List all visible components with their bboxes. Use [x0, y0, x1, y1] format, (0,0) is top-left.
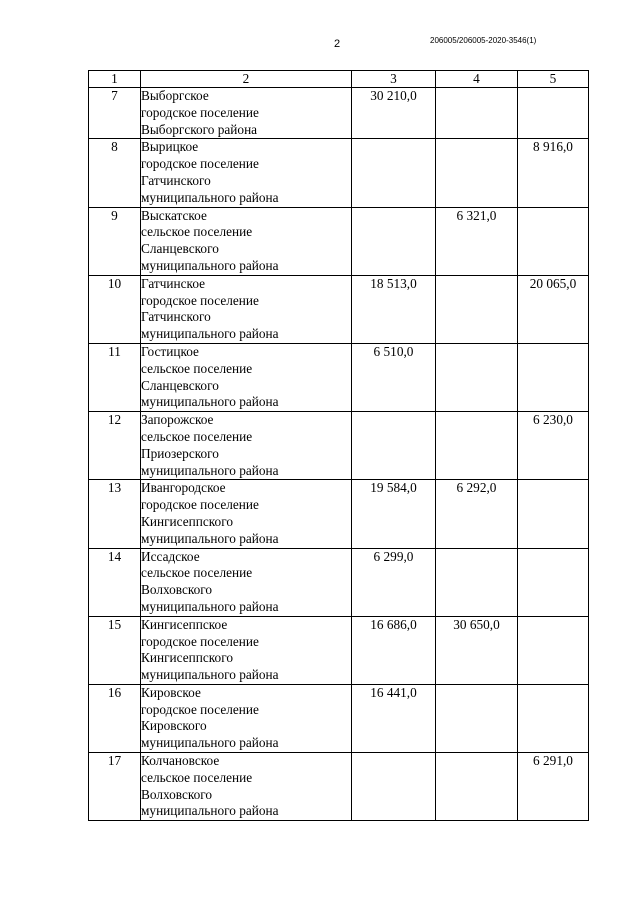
table-row: [89, 548, 589, 616]
settlement-name-line: муниципального района: [141, 257, 279, 273]
column-header: 2: [141, 71, 352, 88]
settlement-name-line: Иссадское: [141, 548, 200, 564]
row-number: 17: [89, 753, 141, 821]
settlement-name-line: сельское поселение: [141, 769, 253, 785]
settlement-name: [141, 480, 352, 548]
settlement-name: [141, 548, 352, 616]
settlement-name-line: Сланцевского: [141, 377, 219, 393]
amount-col-4: [436, 275, 518, 343]
amount-col-4: [436, 548, 518, 616]
settlement-name-line: муниципального района: [141, 735, 279, 751]
settlement-name: [141, 753, 352, 821]
settlement-name-line: Кингисеппского: [141, 650, 233, 666]
amount-col-4: [436, 343, 518, 411]
amount-col-3: [352, 753, 436, 821]
settlement-name-line: Вырицкое: [141, 139, 199, 155]
row-number: 7: [89, 88, 141, 139]
amount-col-5: [518, 616, 589, 684]
column-header: 5: [518, 71, 589, 88]
table-row: [89, 412, 589, 480]
amount-col-4: [436, 684, 518, 752]
settlement-name-line: Кировского: [141, 718, 207, 734]
settlement-name-line: муниципального района: [141, 462, 279, 478]
amount-col-4: [436, 88, 518, 139]
amount-col-4: 6 321,0: [436, 207, 518, 275]
settlement-name-line: Волховского: [141, 582, 213, 598]
amount-col-3: 16 686,0: [352, 616, 436, 684]
settlement-name: [141, 412, 352, 480]
settlement-name-line: муниципального района: [141, 394, 279, 410]
amount-col-3: 19 584,0: [352, 480, 436, 548]
row-number: 12: [89, 412, 141, 480]
column-header: 3: [352, 71, 436, 88]
amount-col-3: [352, 412, 436, 480]
amount-col-5: [518, 207, 589, 275]
amount-col-3: 30 210,0: [352, 88, 436, 139]
amount-col-4: 30 650,0: [436, 616, 518, 684]
settlement-name: [141, 139, 352, 207]
settlement-name-line: городское поселение: [141, 633, 259, 649]
data-table: [88, 70, 589, 821]
row-number: 14: [89, 548, 141, 616]
settlement-name-line: муниципального района: [141, 189, 279, 205]
settlement-name-line: Гатчинского: [141, 172, 211, 188]
amount-col-4: [436, 753, 518, 821]
settlement-name-line: Гостицкое: [141, 343, 199, 359]
table-body: [89, 88, 589, 821]
amount-col-5: [518, 480, 589, 548]
settlement-name-line: городское поселение: [141, 156, 259, 172]
amount-col-4: [436, 139, 518, 207]
column-header: 4: [436, 71, 518, 88]
settlement-name-line: Кингисеппского: [141, 513, 233, 529]
settlement-name-line: Выскатское: [141, 207, 207, 223]
amount-col-3: 16 441,0: [352, 684, 436, 752]
row-number: 11: [89, 343, 141, 411]
amount-col-5: 6 291,0: [518, 753, 589, 821]
table-header-row: [89, 71, 589, 88]
amount-col-4: 6 292,0: [436, 480, 518, 548]
table-row: [89, 275, 589, 343]
settlement-name-line: городское поселение: [141, 292, 259, 308]
settlement-name-line: муниципального района: [141, 530, 279, 546]
row-number: 10: [89, 275, 141, 343]
row-number: 8: [89, 139, 141, 207]
settlement-name-line: сельское поселение: [141, 565, 253, 581]
settlement-name-line: Колчановское: [141, 753, 220, 769]
row-number: 9: [89, 207, 141, 275]
table-row: [89, 139, 589, 207]
settlement-name: [141, 88, 352, 139]
settlement-name-line: муниципального района: [141, 598, 279, 614]
amount-col-3: [352, 139, 436, 207]
settlement-name-line: Ивангородское: [141, 480, 226, 496]
table-row: [89, 88, 589, 139]
settlement-name-line: муниципального района: [141, 803, 279, 819]
amount-col-3: [352, 207, 436, 275]
amount-col-5: 20 065,0: [518, 275, 589, 343]
table-row: [89, 207, 589, 275]
settlement-name-line: Выборгского района: [141, 121, 258, 137]
settlement-name-line: городское поселение: [141, 104, 259, 120]
amount-col-5: 8 916,0: [518, 139, 589, 207]
settlement-name-line: Кировское: [141, 684, 201, 700]
settlement-name-line: Гатчинского: [141, 309, 211, 325]
column-header: 1: [89, 71, 141, 88]
table-row: [89, 480, 589, 548]
settlement-name-line: Запорожское: [141, 412, 214, 428]
settlement-name: [141, 343, 352, 411]
table-row: [89, 616, 589, 684]
settlement-name-line: муниципального района: [141, 667, 279, 683]
amount-col-5: [518, 548, 589, 616]
settlement-name-line: Выборгское: [141, 88, 209, 103]
document-code: 206005/206005-2020-3546(1): [430, 36, 537, 45]
amount-col-3: 6 510,0: [352, 343, 436, 411]
settlement-name: [141, 275, 352, 343]
amount-col-3: 18 513,0: [352, 275, 436, 343]
settlement-name-line: муниципального района: [141, 326, 279, 342]
settlement-name-line: Сланцевского: [141, 241, 219, 257]
settlement-name-line: сельское поселение: [141, 428, 253, 444]
table-row: [89, 684, 589, 752]
row-number: 13: [89, 480, 141, 548]
settlement-name: [141, 684, 352, 752]
page-number: 2: [334, 38, 341, 50]
settlement-name-line: Волховского: [141, 786, 213, 802]
row-number: 16: [89, 684, 141, 752]
table-row: [89, 343, 589, 411]
amount-col-5: [518, 88, 589, 139]
amount-col-3: 6 299,0: [352, 548, 436, 616]
settlement-name: [141, 616, 352, 684]
settlement-name-line: Гатчинское: [141, 275, 206, 291]
settlement-name-line: Приозерского: [141, 445, 219, 461]
settlement-name-line: сельское поселение: [141, 224, 253, 240]
table-row: [89, 753, 589, 821]
amount-col-5: 6 230,0: [518, 412, 589, 480]
amount-col-4: [436, 412, 518, 480]
settlement-name-line: городское поселение: [141, 497, 259, 513]
settlement-name-line: сельское поселение: [141, 360, 253, 376]
amount-col-5: [518, 343, 589, 411]
amount-col-5: [518, 684, 589, 752]
settlement-name-line: городское поселение: [141, 701, 259, 717]
settlement-name-line: Кингисеппское: [141, 616, 228, 632]
settlement-name: [141, 207, 352, 275]
row-number: 15: [89, 616, 141, 684]
